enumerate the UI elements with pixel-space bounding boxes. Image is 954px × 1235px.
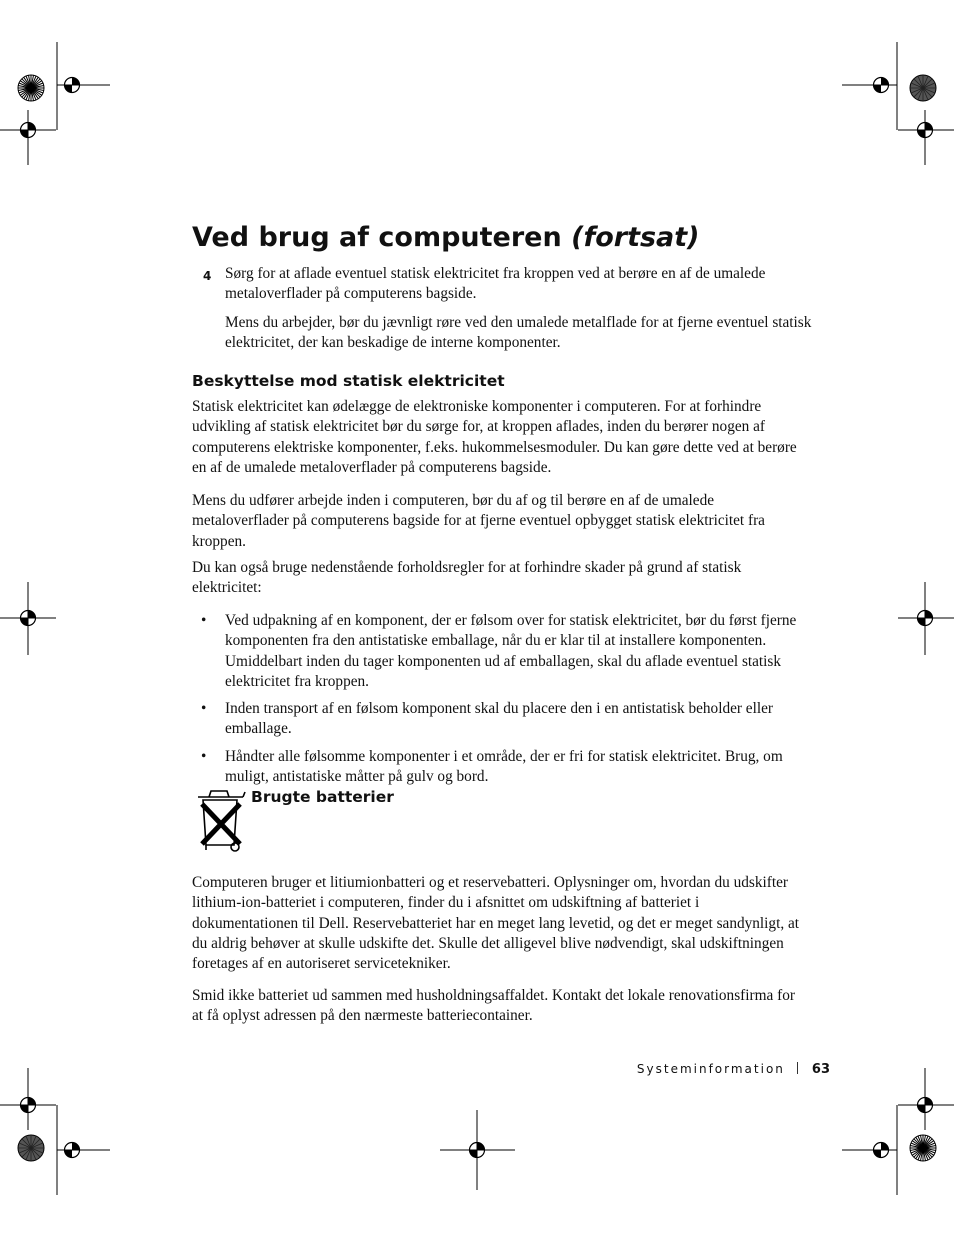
registration-crosshair-icon	[470, 1143, 485, 1158]
list-item-text: Inden transport af en følsom komponent skal du placere den i en antistatisk beholder eller emballage.	[225, 700, 773, 738]
bullet-glyph: •	[201, 747, 207, 765]
list-item-text: Håndter alle følsomme komponenter i et område, der er fri for statisk elektricitet. Brug, om muligt, antistatiske måtter på gulv og bord.	[225, 747, 783, 786]
step-number: 4	[203, 269, 212, 283]
esd-heading: Beskyttelse mod statisk elektricitet	[192, 372, 505, 390]
battery-paragraph-1: Computeren bruger et litiumionbatteri og et reservebatteri. Oplysninger om, hvordan du udskifter lithium-ion-batteriet i computeren, finder du i afsnittet om udskiftning af batteriet i dokumentationen til Dell. Reservebatteriet har en meget lang levetid, og det er meget sandynligt, at du aldrig behøver at skulle udskifte det. Skulle det alligevel blive nødvendigt, skal udskiftningen foretages af en autoriseret servicetekniker.	[192, 874, 800, 973]
bullet-glyph: •	[201, 612, 207, 629]
page-title-italic: (fortsat)	[571, 222, 700, 253]
page-title	[192, 222, 700, 253]
registration-crosshair-icon	[918, 1098, 933, 1113]
step-text: Sørg for at aflade eventuel statisk elektricitet fra kroppen ved at berøre en af de umalede metaloverflader på computerens bagside.	[225, 265, 766, 303]
registration-crosshair-icon	[21, 611, 36, 626]
registration-crosshair-icon	[65, 1143, 80, 1158]
footer-section-title: Systeminformation	[636, 1062, 785, 1076]
esd-paragraph-3: Du kan også bruge nedenstående forholdsregler for at forhindre skader på grund af statisk elektricitet:	[192, 559, 742, 597]
registration-crosshair-icon	[21, 1098, 36, 1113]
page-title-main: Ved brug af computeren	[192, 222, 572, 253]
list-item	[192, 699, 804, 740]
registration-crosshair-icon	[874, 1143, 889, 1158]
esd-paragraph-2: Mens du udfører arbejde inden i computeren, bør du af og til berøre en af de umalede metaloverflader på computerens bagside for at fjerne eventuel opbygget statisk elektricitet fra kroppen.	[192, 492, 765, 550]
registration-crosshair-icon	[874, 78, 889, 93]
page-number: 63	[811, 1062, 830, 1077]
list-item-text: Ved udpakning af en komponent, der er følsom over for statisk elektricitet, bør du først fjerne komponenten fra den antistatiske emballage, når du er klar til at installere komponenten. Umiddelbart inden du tager komponenten ud af emballagen, skal du aflade eventuel statisk elektricitet fra kroppen.	[225, 612, 797, 690]
battery-heading: Brugte batterier	[251, 788, 394, 806]
esd-precautions-list	[192, 611, 804, 794]
step-4	[192, 264, 812, 353]
battery-paragraph-2: Smid ikke batteriet ud sammen med husholdningsaffaldet. Kontakt det lokale renovationsfirma for at få oplyst adressen på den nærmeste batteriecontainer.	[192, 987, 795, 1025]
registration-crosshair-icon	[21, 123, 36, 138]
step-note: Mens du arbejder, bør du jævnligt røre ved den umalede metalflade for at fjerne eventuel statisk elektricitet, der kan beskadige de interne komponenter.	[225, 313, 812, 351]
starburst-target-icon	[18, 1135, 44, 1161]
list-item	[192, 747, 804, 788]
list-item	[192, 611, 804, 692]
crossed-out-wheelie-bin-icon	[195, 788, 249, 854]
page-footer	[637, 1062, 830, 1077]
bullet-glyph: •	[201, 700, 207, 718]
registration-crosshair-icon	[65, 78, 80, 93]
starburst-target-icon	[910, 75, 936, 101]
esd-paragraph-1: Statisk elektricitet kan ødelægge de elektroniske komponenter i computeren. For at forhindre udvikling af statisk elektricitet bør du sørge for, at kroppen aflades, inden du berører nogen af computerens elektriske komponenter, f.eks. hukommelsesmoduler. Du kan gøre dette ved at berøre en af de umalede metaloverflader på computerens bagside.	[192, 398, 797, 476]
registration-crosshair-icon	[918, 611, 933, 626]
starburst-target-icon	[910, 1135, 936, 1161]
starburst-target-icon	[18, 75, 44, 101]
footer-divider	[797, 1062, 798, 1074]
registration-crosshair-icon	[918, 123, 933, 138]
